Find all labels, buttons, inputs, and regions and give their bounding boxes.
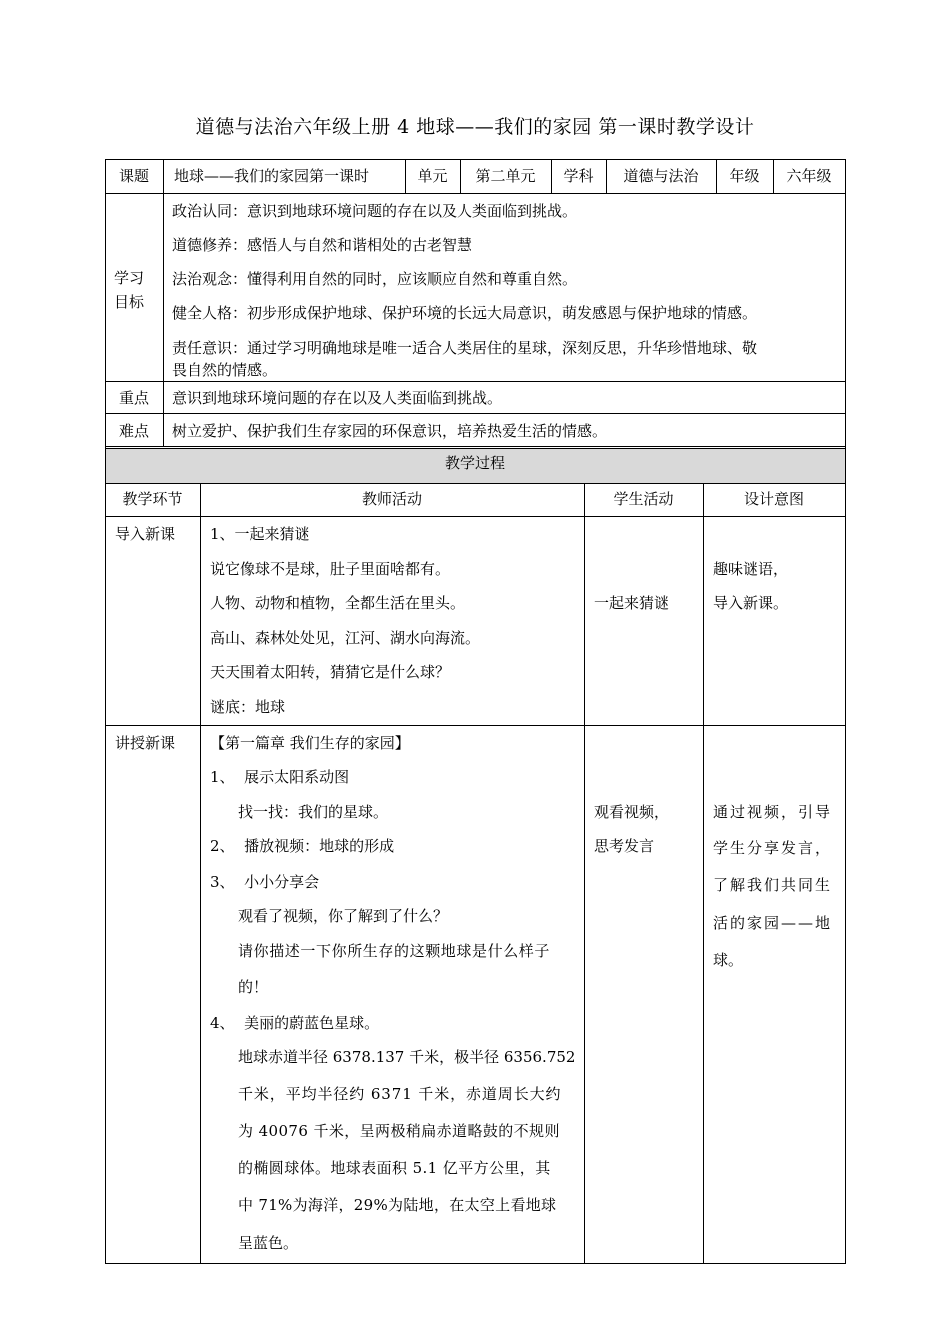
topic-label: 课题	[118, 167, 149, 185]
lesson-stage: 讲授新课	[115, 734, 176, 752]
lesson-teacher-line: 的椭圆球体。地球表面积 5.1 亿平方公里，其	[238, 1159, 551, 1177]
table-border	[105, 448, 846, 449]
lesson-teacher-line: 3、 小小分享会	[210, 873, 320, 891]
table-border	[105, 446, 846, 447]
table-border	[703, 483, 704, 1263]
table-border	[200, 483, 201, 1263]
lesson-teacher-line: 2、 播放视频：地球的形成	[210, 837, 395, 855]
lesson-student-line: 思考发言	[594, 837, 655, 855]
intro-teacher-line: 1、一起来猜谜	[210, 525, 310, 543]
column-header: 学生活动	[613, 490, 674, 508]
goals-label-line: 目标	[114, 293, 145, 311]
column-header: 教学环节	[122, 490, 183, 508]
lesson-teacher-line: 请你描述一下你所生存的这颗地球是什么样子	[238, 942, 551, 960]
table-border	[105, 1263, 846, 1264]
unit-value: 第二单元	[475, 167, 536, 185]
column-header: 教师活动	[361, 490, 422, 508]
goal-item: 政治认同：意识到地球环境问题的存在以及人类面临到挑战。	[172, 202, 578, 220]
lesson-teacher-line: 1、 展示太阳系动图	[210, 768, 350, 786]
table-border	[105, 516, 846, 517]
goal-item: 健全人格：初步形成保护地球、保护环境的长远大局意识，萌发感恩与保护地球的情感。	[172, 304, 758, 322]
lesson-intent-line: 通过视频，引导	[713, 803, 833, 821]
lesson-teacher-line: 观看了视频，你了解到了什么？	[238, 907, 449, 925]
lesson-teacher-line: 【第一篇章 我们生存的家园】	[210, 734, 410, 752]
goal-item: 畏自然的情感。	[172, 361, 278, 379]
table-border	[584, 483, 585, 1263]
goal-item: 法治观念：懂得利用自然的同时，应该顺应自然和尊重自然。	[172, 270, 578, 288]
subject-label: 学科	[563, 167, 594, 185]
lesson-intent-line: 学生分享发言，	[713, 839, 833, 857]
lesson-intent-line: 了解我们共同生	[713, 876, 833, 894]
column-header: 设计意图	[743, 490, 804, 508]
intro-teacher-line: 人物、动物和植物，全都生活在里头。	[210, 594, 466, 612]
table-border	[105, 725, 846, 726]
table-border	[163, 159, 164, 447]
lesson-intent-line: 球。	[713, 951, 744, 969]
goals-label	[114, 268, 144, 312]
intro-teacher-line: 高山、森林处处见，江河、湖水向海流。	[210, 629, 481, 647]
table-border	[105, 159, 106, 1264]
lesson-intent-line: 活的家园——地	[713, 914, 833, 932]
intro-teacher-line: 谜底：地球	[210, 698, 286, 716]
subject-value: 道德与法治	[623, 167, 699, 185]
lesson-teacher-line: 为 40076 千米，呈两极稍扁赤道略鼓的不规则	[238, 1122, 560, 1140]
key-point-label: 重点	[118, 389, 149, 407]
lesson-student-line: 观看视频，	[594, 803, 670, 821]
intro-intent-line: 趣味谜语，	[713, 560, 789, 578]
process-heading: 教学过程	[444, 454, 505, 472]
table-border	[105, 381, 846, 382]
table-border	[845, 159, 846, 1264]
intro-teacher-line: 说它像球不是球，肚子里面啥都有。	[210, 560, 451, 578]
goal-item: 道德修养：感悟人与自然和谐相处的古老智慧	[172, 236, 473, 254]
lesson-teacher-line: 千米，平均半径约 6371 千米，赤道周长大约	[238, 1085, 562, 1103]
lesson-teacher-line: 地球赤道半径 6378.137 千米，极半径 6356.752	[238, 1048, 576, 1066]
table-border	[105, 193, 846, 194]
grade-value: 六年级	[786, 167, 832, 185]
lesson-teacher-line: 的！	[238, 978, 269, 996]
difficulty-label: 难点	[118, 422, 149, 440]
difficulty-value: 树立爱护、保护我们生存家园的环保意识，培养热爱生活的情感。	[172, 422, 608, 440]
grade-label: 年级	[729, 167, 760, 185]
topic-value: 地球——我们的家园第一课时	[174, 167, 370, 185]
intro-student: 一起来猜谜	[594, 594, 670, 612]
lesson-teacher-line: 找一找：我们的星球。	[238, 803, 389, 821]
goals-label-line: 学习	[114, 269, 145, 287]
goal-item: 责任意识：通过学习明确地球是唯一适合人类居住的星球，深刻反思，升华珍惜地球、敬	[172, 339, 758, 357]
lesson-teacher-line: 呈蓝色。	[238, 1234, 299, 1252]
document-title: 道德与法治六年级上册 4 地球——我们的家园 第一课时教学设计	[195, 116, 755, 138]
lesson-teacher-line: 4、 美丽的蔚蓝色星球。	[210, 1014, 380, 1032]
intro-teacher-line: 天天围着太阳转，猜猜它是什么球？	[210, 663, 451, 681]
intro-stage: 导入新课	[115, 525, 176, 543]
table-border	[105, 483, 846, 484]
intro-intent-line: 导入新课。	[713, 594, 789, 612]
table-border	[105, 413, 846, 414]
unit-label: 单元	[417, 167, 448, 185]
table-border	[105, 159, 846, 160]
key-point-value: 意识到地球环境问题的存在以及人类面临到挑战。	[172, 389, 503, 407]
lesson-teacher-line: 中 71%为海洋，29%为陆地，在太空上看地球	[238, 1196, 557, 1214]
